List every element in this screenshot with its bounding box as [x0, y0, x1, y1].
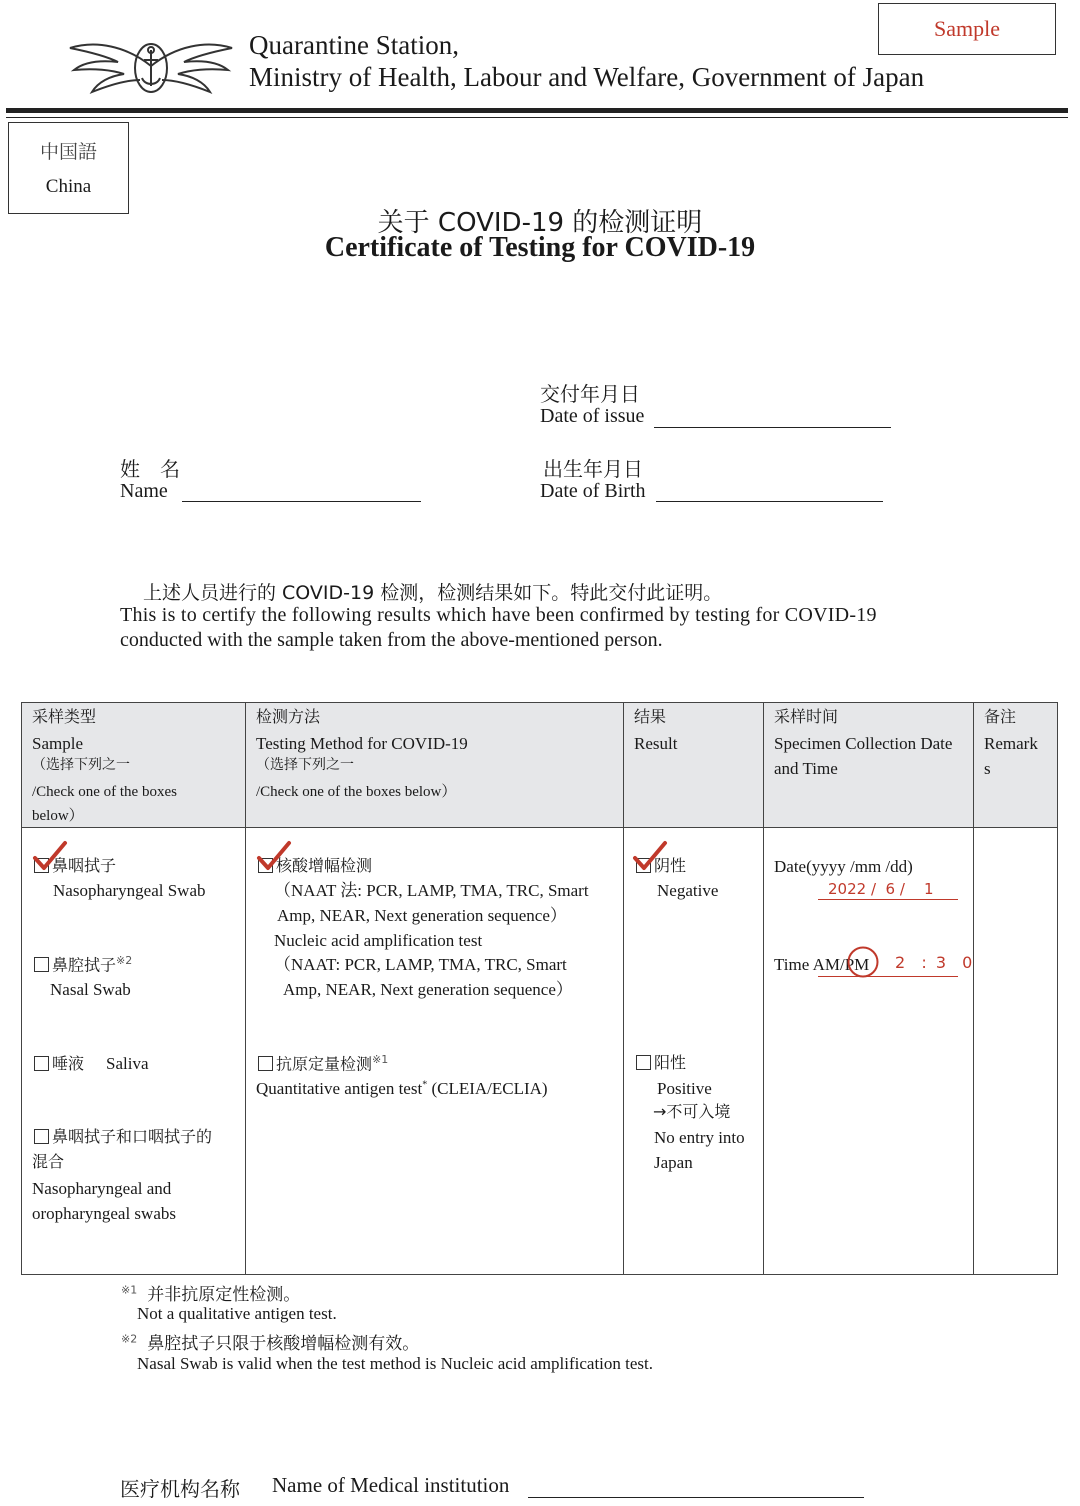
sample-option-saliva[interactable]	[34, 1053, 149, 1074]
collection-date-value[interactable]: 2022 / 6 / 1	[828, 880, 934, 898]
header-line-2: Ministry of Health, Labour and Welfare, Government of Japan	[249, 62, 925, 92]
method-cell	[246, 828, 624, 1275]
pm-circle-mark-icon	[846, 945, 880, 979]
red-checkmark-icon	[632, 840, 668, 874]
results-table	[21, 702, 1058, 1275]
result-pos-en: Positive	[657, 1079, 712, 1098]
sample2-mark: ※2	[116, 954, 133, 967]
method1-line2: Amp, NEAR, Next generation sequence）	[277, 906, 567, 925]
language-native: 中国語	[39, 141, 97, 163]
title-english: Certificate of Testing for COVID-19	[324, 232, 756, 263]
checkbox-saliva[interactable]	[34, 1056, 49, 1071]
dob-label: Date of Birth	[540, 480, 646, 502]
remarks-cell[interactable]	[974, 828, 1058, 1275]
name-label-zh: 姓 名	[120, 457, 180, 481]
sample4-en1: Nasopharyngeal and	[32, 1179, 172, 1198]
sample2-en: Nasal Swab	[50, 980, 131, 999]
sample-cell	[22, 828, 246, 1275]
statement-en-line1: This is to certify the following results which have been confirmed by testing for COVID-19	[120, 604, 877, 626]
method2-en	[256, 1078, 548, 1099]
method1-zh: 核酸增幅检测	[276, 856, 373, 875]
header-result-zh: 结果	[634, 707, 667, 726]
name-label: Name	[120, 480, 168, 502]
collection-time-underline	[818, 976, 958, 977]
collection-date-label: Date(yyyy /mm /dd)	[774, 857, 913, 876]
collection-date-underline	[818, 899, 958, 900]
header-remarks-en2: s	[984, 759, 991, 778]
result-pos-arrow: →不可入境	[653, 1102, 731, 1121]
header-rule-thick	[6, 108, 1068, 113]
name-field[interactable]	[182, 501, 421, 502]
result-pos-en2: No entry into	[654, 1128, 745, 1147]
institution-label: Name of Medical institution	[272, 1473, 510, 1497]
checkbox-positive[interactable]	[636, 1055, 651, 1070]
sample2-zh: 鼻腔拭子	[52, 955, 117, 975]
header-time-zh: 采样时间	[774, 707, 839, 726]
header-collection-time	[764, 703, 974, 828]
footnote-2-zh-text: 鼻腔拭子只限于核酸增幅检测有效。	[147, 1334, 420, 1354]
header-remarks	[974, 703, 1058, 828]
result-cell	[624, 828, 764, 1275]
method1-line1: （NAAT 法: PCR, LAMP, TMA, TRC, Smart	[274, 881, 589, 900]
sample1-zh: 鼻咽拭子	[52, 856, 117, 875]
header-sample	[22, 703, 246, 828]
result-neg-zh: 阴性	[654, 856, 687, 875]
method2-zh: 抗原定量检测	[276, 1054, 373, 1074]
method1-line5: Amp, NEAR, Next generation sequence）	[283, 980, 573, 999]
sample4-zh1: 鼻咽拭子和口咽拭子的	[52, 1127, 213, 1146]
footnote-2-mark: ※2	[121, 1332, 138, 1346]
footnote-2-zh	[121, 1329, 419, 1354]
institution-field[interactable]	[528, 1497, 864, 1498]
red-checkmark-icon	[256, 840, 292, 874]
header-sample-note3: below）	[32, 808, 84, 824]
sample-stamp: Sample	[878, 3, 1056, 55]
collection-time-label: Time AM/PM	[774, 955, 870, 974]
checkbox-antigen[interactable]	[258, 1056, 273, 1071]
method-option-antigen[interactable]	[258, 1053, 388, 1074]
header-method-en: Testing Method for COVID-19	[256, 734, 468, 753]
sample3-en: Saliva	[106, 1054, 149, 1073]
table-header-row	[22, 703, 1058, 828]
red-checkmark-icon	[32, 840, 68, 874]
header-result-en: Result	[634, 734, 678, 753]
header-time-en1: Specimen Collection Date	[774, 734, 953, 753]
sample-option-mixed[interactable]	[34, 1127, 212, 1147]
header-sample-zh: 采样类型	[32, 707, 97, 726]
issue-date-label: Date of issue	[540, 405, 645, 427]
table-body-row	[22, 828, 1058, 1275]
checkbox-nasal[interactable]	[34, 957, 49, 972]
header-remarks-en1: Remark	[984, 734, 1038, 753]
header-method-note2: /Check one of the boxes below）	[256, 784, 457, 800]
header-remarks-zh: 备注	[984, 707, 1017, 726]
dob-field[interactable]	[656, 501, 883, 502]
issue-date-field[interactable]	[654, 427, 891, 428]
issue-date-label-zh: 交付年月日	[540, 382, 640, 406]
method2-en-text: Quantitative antigen test	[256, 1079, 423, 1098]
header-method	[246, 703, 624, 828]
result-pos-en3: Japan	[654, 1153, 693, 1172]
collection-cell	[764, 828, 974, 1275]
footnote-1-zh-text: 并非抗原定性检测。	[147, 1285, 301, 1305]
footnote-2-en: Nasal Swab is valid when the test method is Nucleic acid amplification test.	[137, 1354, 654, 1373]
quarantine-emblem-icon	[66, 26, 236, 104]
language-box	[8, 122, 129, 214]
sample4-en2: oropharyngeal swabs	[32, 1204, 176, 1223]
sample-option-nasal[interactable]	[34, 954, 132, 975]
checkbox-mixed[interactable]	[34, 1129, 49, 1144]
result-option-positive[interactable]	[636, 1053, 686, 1073]
method2-star: *	[422, 1079, 428, 1091]
institution-label-zh: 医疗机构名称	[120, 1477, 240, 1501]
statement-zh: 上述人员进行的 COVID-19 检测，检测结果如下。特此交付此证明。	[143, 582, 723, 604]
language-english: China	[45, 176, 92, 197]
footnote-1-zh	[121, 1280, 300, 1305]
sample4-zh2: 混合	[32, 1152, 65, 1171]
header-sample-en: Sample	[32, 734, 83, 753]
header-sample-note2: /Check one of the boxes	[32, 784, 177, 800]
header-result	[624, 703, 764, 828]
header-rule-thin	[6, 117, 1068, 118]
method2-mark: ※1	[372, 1053, 389, 1066]
header-time-en2: and Time	[774, 759, 838, 778]
footnote-1-en: Not a qualitative antigen test.	[137, 1304, 337, 1323]
method2-en-suffix: (CLEIA/ECLIA)	[427, 1079, 548, 1098]
method1-line3: Nucleic acid amplification test	[274, 931, 483, 950]
header-sample-note1: （选择下列之一	[32, 757, 130, 773]
statement-en-line2: conducted with the sample taken from the above-mentioned person.	[120, 629, 663, 651]
result-neg-en: Negative	[657, 881, 719, 900]
title-chinese: 关于 COVID-19 的检测证明	[377, 208, 703, 238]
footnote-1-mark: ※1	[121, 1283, 138, 1297]
method1-line4: （NAAT: PCR, LAMP, TMA, TRC, Smart	[274, 955, 567, 974]
result-pos-zh: 阳性	[654, 1053, 687, 1072]
header-line-1: Quarantine Station,	[249, 30, 459, 60]
header-method-zh: 检测方法	[256, 707, 321, 726]
sample3-zh: 唾液	[52, 1054, 85, 1073]
dob-label-zh: 出生年月日	[543, 457, 643, 481]
sample1-en: Nasopharyngeal Swab	[53, 881, 206, 900]
collection-time-value[interactable]: 2 : 3 0	[895, 953, 975, 972]
header-method-note1: （选择下列之一	[256, 757, 354, 773]
